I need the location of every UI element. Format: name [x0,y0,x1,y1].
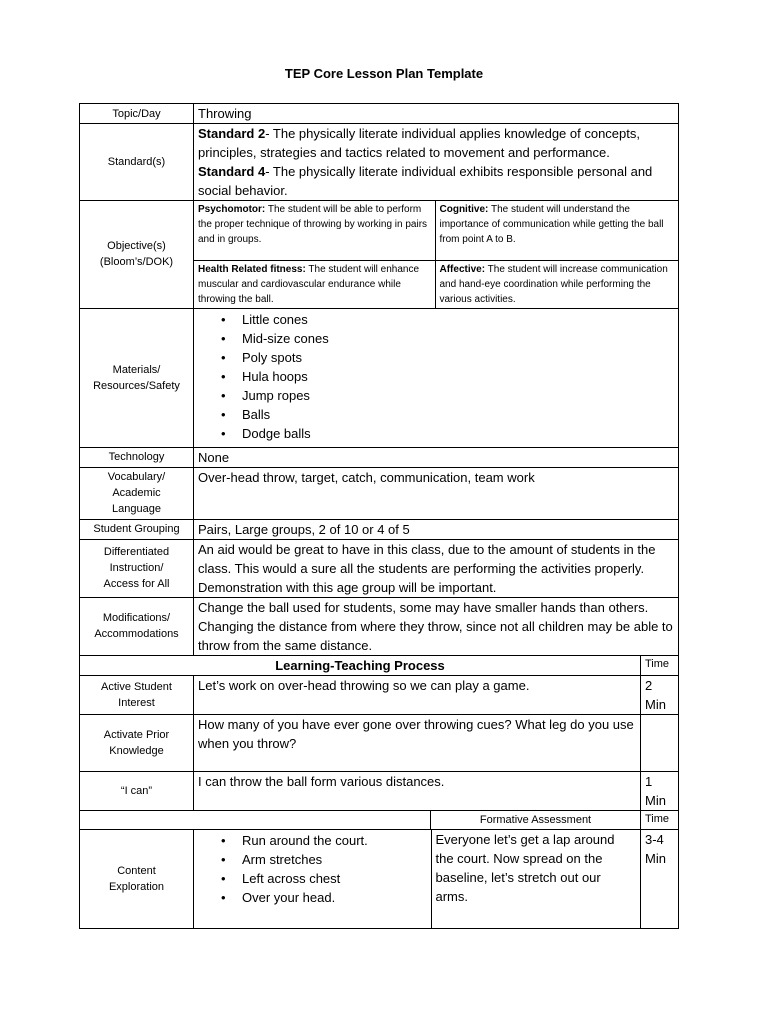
technology-label [80,447,194,467]
prior-knowledge-time [641,714,679,771]
health-label: Health Related fitness: [198,263,306,275]
vocabulary-label-line3: Language [112,503,161,515]
psychomotor-label: Psychomotor: [198,204,266,215]
modifications-value-text: Change the ball used for students, some may have smaller hands than others. Changing the distance from where they throw, since not all children may be able to throw from the same distance. [198,599,673,653]
i-can-label-text: “I can” [120,784,153,797]
objectives-row [80,201,679,309]
i-can-time [641,771,679,810]
modifications-label-line2: Accommodations [94,628,179,640]
lesson-plan-table [79,103,679,929]
list-item: • Over your head. [242,888,427,907]
time-header [641,655,679,675]
topic-label [80,104,194,124]
prior-knowledge-label-line1: Activate Prior [103,728,170,741]
active-interest-time [641,675,679,714]
vocabulary-label-line1: Vocabulary/ [107,471,166,483]
document-title: TEP Core Lesson Plan Template [284,66,484,81]
active-interest-value-text: Let’s work on over-head throwing so we can play a game. [198,677,530,693]
i-can-label [80,771,194,810]
differentiated-label-line1: Differentiated [103,546,170,558]
grouping-value-text: Pairs, Large groups, 2 of 10 or 4 of 5 [198,521,410,537]
i-can-value-text: I can throw the ball form various distances. [198,773,445,789]
time-header-2-text: Time [645,812,670,825]
technology-label-text: Technology [108,451,165,463]
activities-list [198,831,427,907]
grouping-label [80,519,194,539]
formative-header-row [80,810,679,829]
modifications-label-line1: Modifications/ [102,612,171,624]
standard-4-text: - The physically literate individual exhibits responsible personal and social behavior. [198,164,653,198]
prior-knowledge-label [80,714,194,771]
vocabulary-label-line2: Academic [112,487,161,499]
list-item: • Arm stretches [242,850,427,869]
vocabulary-value-text: Over-head throw, target, catch, communication, team work [198,469,535,485]
health-objective [194,260,435,308]
cognitive-text: The student will understand the importance of communication while getting the ball from point A to B. [439,204,664,245]
standard-4 [198,162,674,200]
list-item: • Hula hoops [242,367,674,386]
grouping-value [194,519,679,539]
technology-value [194,447,679,467]
active-interest-label-line1: Active Student [101,680,172,693]
content-exploration-time-line1: 3-4 [645,831,664,847]
i-can-time-line2: Min [645,792,666,808]
differentiated-label [80,539,194,597]
objectives-value [194,201,679,309]
standard-2 [198,124,674,162]
objectives-label-line2: (Bloom’s/DOK) [99,256,174,269]
active-interest-label [80,675,194,714]
list-item: • Little cones [242,310,674,329]
content-exploration-time-line2: Min [645,850,666,866]
standard-4-title: Standard 4 [198,164,266,179]
process-header [80,655,641,675]
standards-label-text: Standard(s) [107,156,166,168]
materials-label-line1: Materials/ [112,363,161,376]
topic-row [80,104,679,124]
psychomotor-objective [194,201,435,260]
differentiated-row [80,539,679,597]
list-item: • Left across chest [242,869,427,888]
i-can-value [194,771,641,810]
prior-knowledge-value [194,714,641,771]
vocabulary-label [80,467,194,519]
content-exploration-row [80,829,679,928]
affective-label: Affective: [439,263,486,275]
content-exploration-label-line1: Content [117,864,156,877]
grouping-row [80,519,679,539]
cognitive-objective [435,201,678,260]
content-exploration-assessment [431,830,640,928]
content-exploration-label [80,829,194,928]
health-text: The student will enhance muscular and cardiovascular endurance while throwing the ball. [198,263,420,305]
list-item: • Dodge balls [242,424,674,443]
differentiated-label-line2: Instruction/ [109,562,164,574]
topic-label-text: Topic/Day [112,107,161,120]
materials-row [80,308,679,447]
content-exploration-time [641,829,679,928]
modifications-label [80,597,194,655]
list-item: • Mid-size cones [242,329,674,348]
standard-2-text: - The physically literate individual applies knowledge of concepts, principles, strategies and tactics related to movement and performance. [198,126,640,160]
process-header-text: Learning-Teaching Process [275,657,445,673]
technology-value-text: None [198,449,230,465]
list-item: • Jump ropes [242,386,674,405]
formative-header [431,810,641,829]
standards-row [80,124,679,201]
list-item: • Poly spots [242,348,674,367]
differentiated-value-text: An aid would be great to have in this class, due to the amount of students in the class. This would a sure all the students are performing the activities properly. Demonstration with this age group will be important. [198,541,656,595]
standards-label [80,124,194,201]
content-exploration-assessment-text: Everyone let’s get a lap around the court. Now spread on the baseline, let’s stretch out our arms. [435,831,615,904]
objectives-label [80,201,194,309]
active-interest-time-line2: Min [645,696,666,712]
content-exploration-body [194,829,641,928]
materials-value [194,308,679,447]
content-exploration-activities [194,830,431,928]
content-exploration-label-line2: Exploration [108,880,165,893]
grouping-label-text: Student Grouping [93,523,180,535]
prior-knowledge-value-text: How many of you have ever gone over throwing cues? What leg do you use when you throw? [198,716,634,751]
prior-knowledge-label-line2: Knowledge [109,744,164,757]
standard-2-title: Standard 2 [198,126,266,141]
formative-header-blank [80,810,431,829]
differentiated-label-line3: Access for All [103,578,170,590]
content-exploration-grid [194,830,640,928]
i-can-row [80,771,679,810]
materials-label [80,308,194,447]
process-header-row [80,655,679,675]
i-can-time-line1: 1 [645,773,653,789]
objectives-grid [194,201,678,308]
time-header-text: Time [645,657,670,670]
affective-text: The student will increase communication and hand-eye coordination while performing the various activities. [439,263,668,305]
standards-value [194,124,679,201]
active-interest-label-line2: Interest [118,696,155,709]
active-interest-value [194,675,641,714]
materials-list [198,310,674,443]
technology-row [80,447,679,467]
vocabulary-row [80,467,679,519]
formative-header-text: Formative Assessment [479,813,592,826]
topic-value [194,104,679,124]
list-item: • Run around the court. [242,831,427,850]
vocabulary-value [194,467,679,519]
modifications-value [194,597,679,655]
psychomotor-text: The student will be able to perform the proper technique of throwing by working in pairs and in groups. [198,204,428,245]
cognitive-label: Cognitive: [439,204,489,215]
prior-knowledge-row [80,714,679,771]
list-item: • Balls [242,405,674,424]
materials-label-line2: Resources/Safety [93,379,180,392]
topic-value-text: Throwing [198,106,252,121]
time-header-2 [641,810,679,829]
modifications-row [80,597,679,655]
active-interest-time-line1: 2 [645,677,653,693]
differentiated-value [194,539,679,597]
affective-objective [435,260,678,308]
objectives-label-line1: Objective(s) [107,240,166,253]
active-interest-row [80,675,679,714]
